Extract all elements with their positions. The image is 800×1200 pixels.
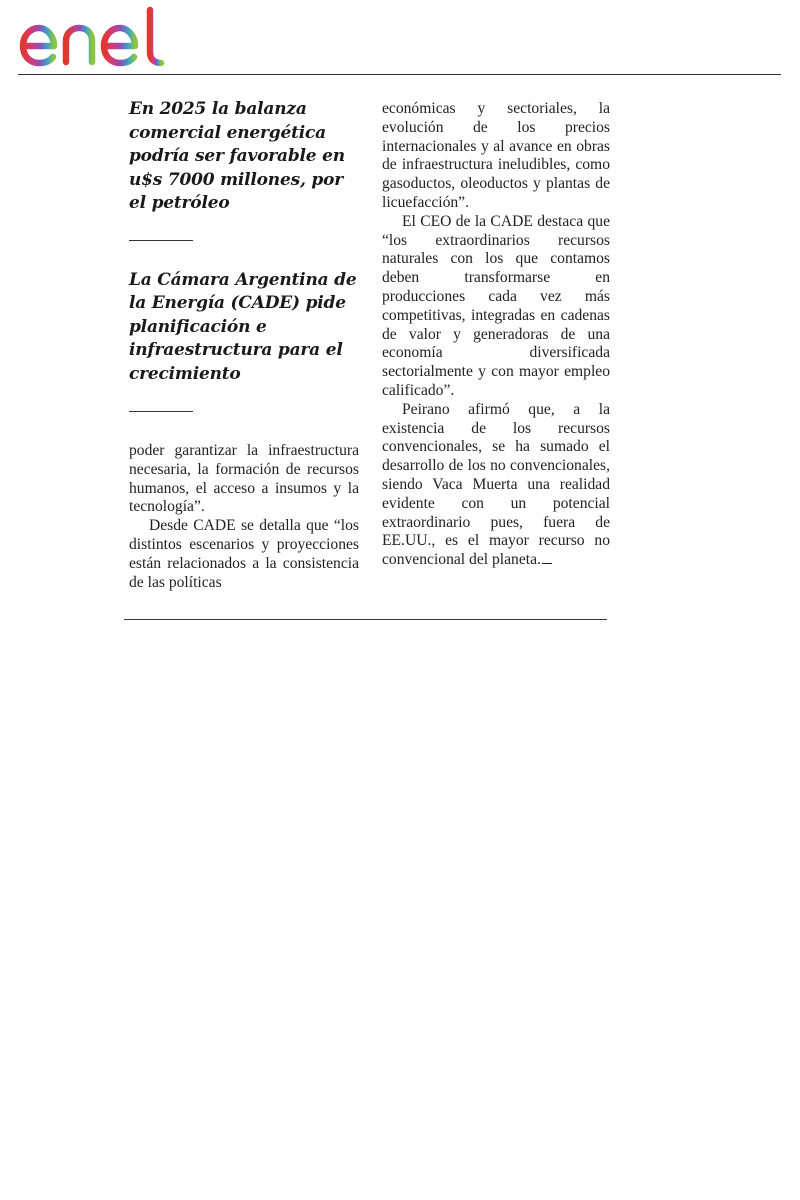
body-paragraph-final — [382, 401, 610, 570]
article-right-column — [382, 100, 610, 570]
header-divider — [18, 74, 781, 75]
body-paragraph: Desde CADE se detalla que “los distintos escenarios y proyecciones están relacionados a la consistencia de las políticas — [129, 517, 359, 591]
headline-divider — [129, 240, 193, 241]
end-of-article-mark — [542, 563, 552, 564]
headline-primary: En 2025 la balanza comercial energética podría ser favorable en u$s 7000 millones, por el petróleo — [129, 99, 345, 213]
body-paragraph-text: Peirano afirmó que, a la existencia de los recursos convencionales, se ha sumado el desarrollo de los no convencionales, siendo Vaca Muerta una realidad evidente con un potencial extraordinario pues, fuera de EE.UU., es el mayor recurso no convencional del planeta. — [382, 400, 610, 569]
headline-secondary: La Cámara Argentina de la Energía (CADE) pide planificación e infraestructura para el crecimiento — [129, 269, 357, 384]
body-paragraph: El CEO de la CADE destaca que “los extraordinarios recursos naturales con los que contamos deben transformarse en producciones cada vez más competitivas, integradas en cadenas de valor y generadoras de una economía diversificada sectorialmente y con mayor empleo calificado”. — [382, 212, 610, 399]
body-paragraph: poder garantizar la infraestructura necesaria, la formación de recursos humanos, el acceso a insumos y la tecnología”. — [129, 442, 359, 516]
article-left-column — [129, 98, 359, 592]
footer-divider — [124, 619, 607, 620]
body-paragraph: económicas y sectoriales, la evolución de los precios internacionales y al avance en obras de infraestructura ineludibles, como gasoductos, oleoductos y plantas de licuefacción”. — [382, 100, 610, 211]
headline-divider — [129, 411, 193, 412]
enel-logo — [18, 4, 188, 70]
